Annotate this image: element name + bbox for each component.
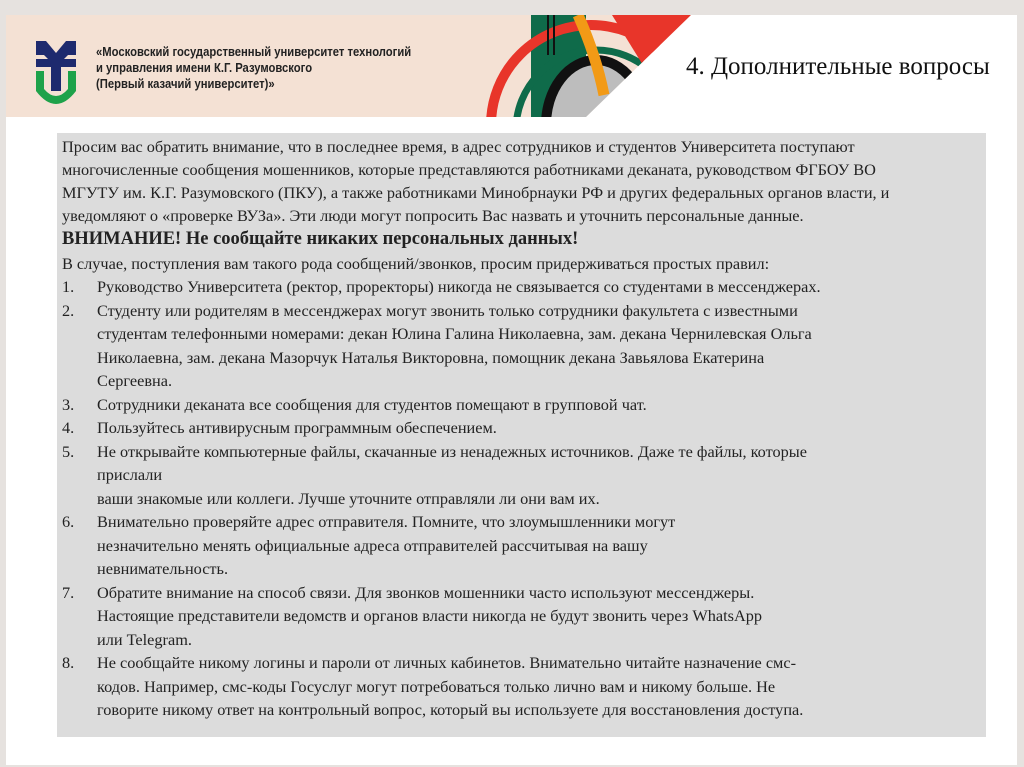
intro-line: многочисленные сообщения мошенников, которые представляются работниками деканата, руководством ФГБОУ ВО: [62, 160, 876, 179]
rule-text-line: Внимательно проверяйте адрес отправителя. Помните, что злоумышленники могут: [97, 512, 676, 531]
intro-line: МГУТУ им. К.Г. Разумовского (ПКУ), а также работниками Минобрнауки РФ и других федеральных органов власти, и: [62, 183, 890, 202]
rule-number: 1.: [62, 277, 75, 296]
rule-text-line: Пользуйтесь антивирусным программным обеспечением.: [97, 418, 497, 437]
rule-text-line: невнимательность.: [97, 559, 229, 578]
rule-text-line: или Telegram.: [97, 629, 192, 649]
rule-number: 5.: [62, 441, 75, 461]
rule-text-line: Настоящие представители ведомств и органов власти никогда не будут звонить через WhatsApp: [97, 606, 762, 625]
rule-text-line: Сергеевна.: [97, 371, 173, 390]
rule-number: 6.: [62, 512, 75, 531]
rule-number: 4.: [62, 418, 75, 437]
slide: [6, 15, 1017, 765]
intro-line: уведомляют о «проверке ВУЗа». Эти люди могут попросить Вас назвать и уточнить персональные данные.: [62, 206, 804, 225]
content-box: [57, 133, 986, 737]
intro-line: Просим вас обратить внимание, что в последнее время, в адрес сотрудников и студентов Университета поступают: [62, 137, 855, 156]
rule-text-line: говорите никому ответ на контрольный вопрос, который вы используете для восстановления доступа.: [97, 700, 804, 719]
rule-number: 7.: [62, 582, 75, 602]
rule-text-line: студентам телефонными номерами: декан Юлина Галина Николаевна, зам. декана Чернилевская Ольга: [97, 324, 812, 343]
rule-text-line: Руководство Университета (ректор, проректоры) никогда не связывается со студентами в мессенджерах.: [97, 277, 821, 296]
rule-text-line: кодов. Например, смс-коды Госуслуг могут потребоваться только лично вам и никому больше. Не: [97, 676, 776, 696]
rule-text-line: Сотрудники деканата все сообщения для студентов помещают в групповой чат.: [97, 394, 647, 414]
rule-number: 2.: [62, 300, 75, 320]
rule-number: 3.: [62, 394, 75, 414]
slide-title: 4. Дополнительные вопросы: [686, 53, 990, 80]
rule-text-line: ваши знакомые или коллеги. Лучше уточните отправляли ли они вам их.: [97, 488, 600, 508]
rule-text-line: прислали: [97, 465, 163, 484]
rule-text-line: Студенту или родителям в мессенджерах могут звонить только сотрудники факультета с известными: [97, 300, 798, 320]
rule-text-line: Не открывайте компьютерные файлы, скачанные из ненадежных источников. Даже те файлы, которые: [97, 441, 807, 461]
warning-text: ВНИМАНИЕ! Не сообщайте никаких персональных данных!: [62, 229, 579, 249]
rule-number: 8.: [62, 653, 75, 672]
university-line: (Первый казачий университет)»: [96, 77, 275, 91]
rule-text-line: Николаевна, зам. декана Мазорчук Наталья Викторовна, помощник декана Завьялова Екатерина: [97, 347, 765, 367]
rule-text-line: Не сообщайте никому логины и пароли от личных кабинетов. Внимательно читайте назначение смс-: [97, 653, 796, 672]
university-line: и управления имени К.Г. Разумовского: [96, 61, 313, 75]
rules-intro: В случае, поступления вам такого рода сообщений/звонков, просим придерживаться простых правил:: [62, 254, 770, 273]
university-line: «Московский государственный университет технологий: [96, 45, 412, 59]
rule-text-line: Обратите внимание на способ связи. Для звонков мошенники часто используют мессенджеры.: [97, 582, 755, 602]
university-name: [96, 44, 411, 92]
university-logo: [34, 39, 78, 109]
rule-text-line: незначительно менять официальные адреса отправителей рассчитывая на вашу: [97, 535, 648, 555]
